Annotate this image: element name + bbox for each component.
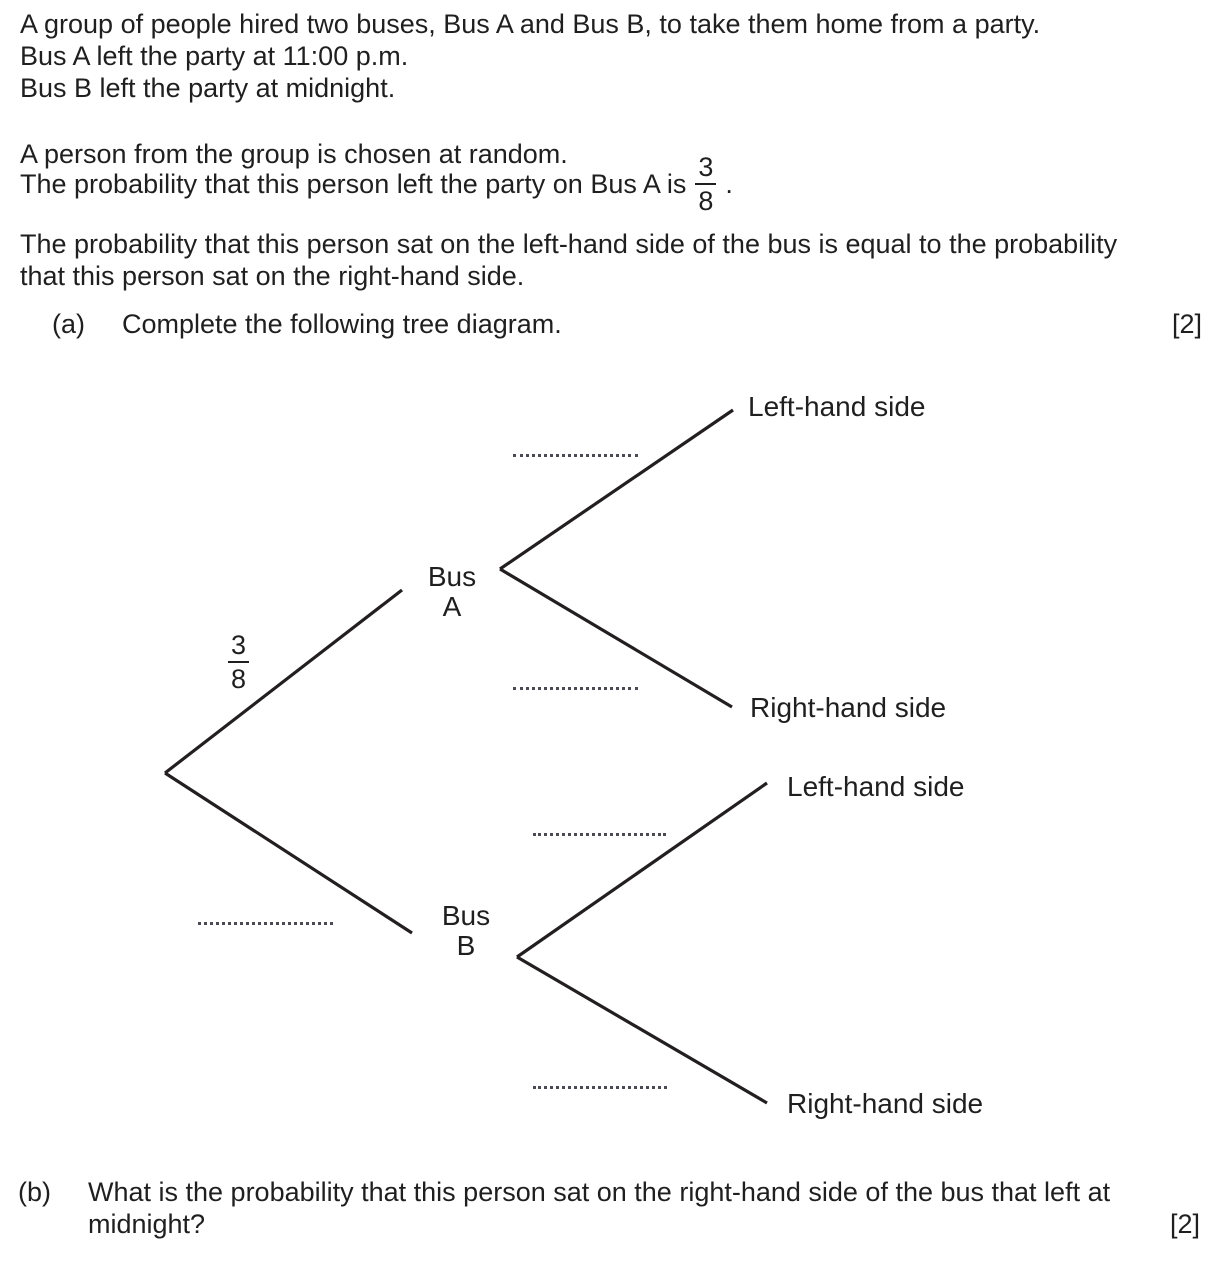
outcome-bus-a-right-label: Right-hand side [750, 692, 947, 723]
bus-a-letter: A [442, 591, 462, 622]
probability-bus-a-text: The probability that this person left the party on Bus A is [20, 169, 687, 199]
part-b-line-1: What is the probability that this person sat on the right-hand side of the bus that left at [88, 1177, 1111, 1207]
blank-bus-a-left-probability [513, 454, 638, 457]
bus-b-letter: B [456, 930, 476, 961]
fraction-three-eighths-branch [228, 631, 249, 694]
random-pick-line-2 [20, 152, 733, 216]
intro-line-3: Bus B left the party at midnight. [20, 73, 396, 103]
part-b-marks: [2] [1169, 1209, 1200, 1239]
equal-prob-line-2: that this person sat on the right-hand side. [20, 261, 525, 291]
fraction-three-eighths-inline [695, 153, 716, 216]
node-label-bus-a [424, 562, 480, 622]
blank-bus-b-left-probability [533, 833, 666, 836]
blank-bus-b-right-probability [533, 1086, 667, 1089]
part-b-label: (b) [18, 1177, 51, 1207]
intro-paragraph [20, 8, 1040, 104]
blank-bus-a-right-probability [513, 687, 638, 690]
branch-bus-b-to-left [517, 783, 767, 957]
fraction-numerator: 3 [695, 153, 716, 185]
outcome-bus-a-left-label: Left-hand side [748, 391, 926, 422]
outcome-bus-b-right-label: Right-hand side [787, 1088, 984, 1119]
branch-root-to-bus-b [165, 773, 412, 933]
equal-prob-paragraph [20, 228, 1117, 292]
branch-bus-b-to-right [517, 957, 767, 1103]
sentence-period: . [725, 169, 733, 199]
blank-root-to-bus-b-probability [198, 922, 333, 925]
branch-fraction-numerator: 3 [228, 631, 249, 663]
random-pick-line-1: A person from the group is chosen at random. [20, 139, 568, 169]
part-b-question [88, 1176, 1110, 1240]
branch-root-to-bus-a [165, 590, 402, 773]
equal-prob-line-1: The probability that this person sat on the left-hand side of the bus is equal to the probability [20, 229, 1118, 259]
branch-fraction-denominator: 8 [231, 664, 247, 695]
part-a-marks: [2] [1171, 309, 1202, 339]
intro-line-2: Bus A left the party at 11:00 p.m. [20, 41, 409, 71]
part-b-line-2: midnight? [88, 1209, 206, 1239]
intro-line-1: A group of people hired two buses, Bus A and Bus B, to take them home from a party. [20, 9, 1041, 39]
part-a-instruction: Complete the following tree diagram. [122, 309, 562, 339]
node-label-bus-b [438, 901, 494, 961]
bus-a-word: Bus [427, 561, 477, 592]
outcome-bus-b-left-label: Left-hand side [787, 771, 965, 802]
bus-b-word: Bus [441, 900, 491, 931]
branch-bus-a-to-left [500, 410, 733, 569]
fraction-denominator: 8 [698, 186, 714, 216]
part-a-label: (a) [52, 309, 85, 339]
